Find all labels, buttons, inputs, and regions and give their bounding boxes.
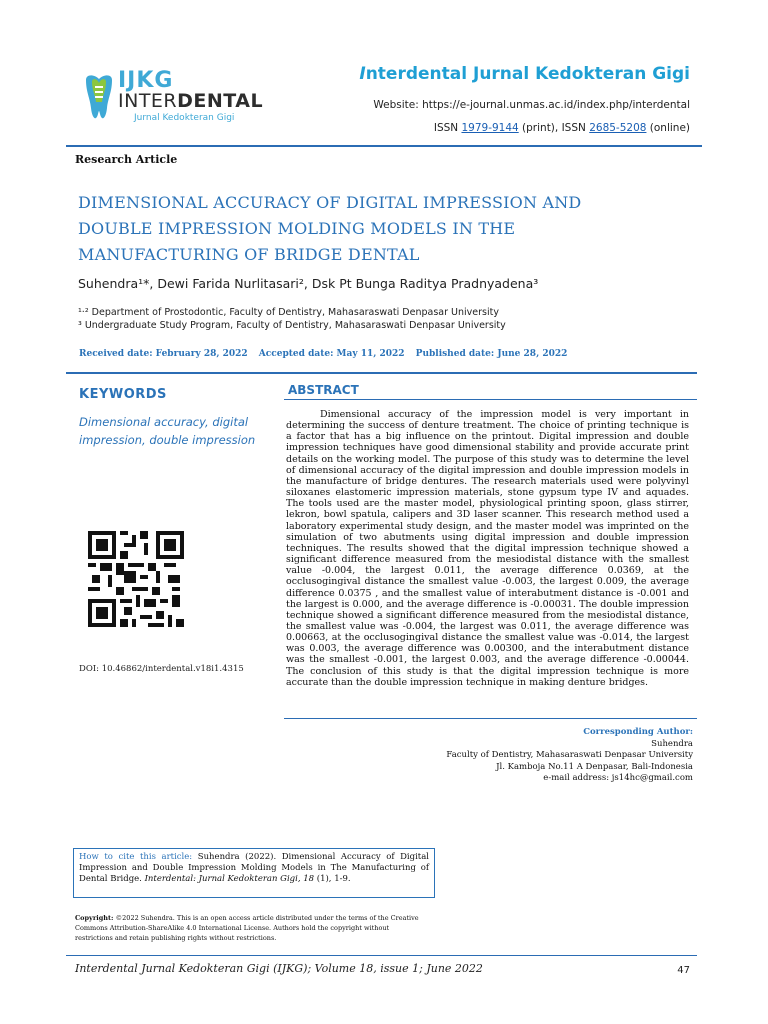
- article-authors: Suhendra¹*, Dewi Farida Nurlitasari², Dsk Pt Bunga Raditya Pradnyadena³: [78, 276, 539, 291]
- corresponding-institution: Faculty of Dentistry, Mahasaraswati Denpasar University: [446, 750, 693, 760]
- citation-box: How to cite this article: Suhendra (2022). Dimensional Accuracy of Digital Impression and Double Impression Molding Models in The Manufacturing of Dental Bridge. Interdental: Jurnal Kedokteran Gigi, 18 (1), 1-9.: [73, 848, 435, 898]
- doi[interactable]: DOI: 10.46862/interdental.v18i1.4315: [79, 664, 244, 674]
- logo-text-interdental: INTERDENTAL: [118, 90, 264, 112]
- issn-print-link[interactable]: 1979-9144: [461, 122, 519, 134]
- abstract-divider: [284, 399, 697, 400]
- journal-title: Interdental Jurnal Kedokteran Gigi: [359, 64, 690, 84]
- qr-code[interactable]: [88, 531, 184, 627]
- article-title: DIMENSIONAL ACCURACY OF DIGITAL IMPRESSION AND DOUBLE IMPRESSION MOLDING MODELS IN THE MANUFACTURING OF BRIDGE DENTAL: [78, 193, 582, 264]
- accepted-date: Accepted date: May 11, 2022: [258, 349, 405, 359]
- logo-text-ijkg: IJKG: [118, 68, 174, 93]
- article-dates: [79, 349, 575, 359]
- corresponding-author: [446, 727, 693, 785]
- published-date: Published date: June 28, 2022: [415, 349, 568, 359]
- corresponding-divider: [284, 718, 697, 719]
- tooth-logo-icon: [82, 74, 116, 124]
- copyright-notice: Copyright: ©2022 Suhendra. This is an open access article distributed under the terms of the Creative Commons Attribution-ShareAlike 4.0 International License. Authors hold the copyright without restrictions and retain publishing rights without restrictions.: [75, 914, 419, 942]
- corresponding-email[interactable]: e-mail address: js14hc@gmail.com: [543, 773, 693, 783]
- dates-divider: [66, 372, 697, 374]
- journal-issn: ISSN 1979-9144 (print), ISSN 2685-5208 (online): [433, 122, 690, 134]
- journal-logo: [82, 68, 312, 130]
- header-divider: [66, 145, 702, 147]
- corresponding-address: Jl. Kamboja No.11 A Denpasar, Bali-Indonesia: [496, 761, 693, 772]
- footer-journal: Interdental Jurnal Kedokteran Gigi (IJKG); Volume 18, issue 1; June 2022: [75, 962, 483, 975]
- affiliation-2: ³ Undergraduate Study Program, Faculty of Dentistry, Mahasaraswati Denpasar University: [78, 320, 506, 331]
- corresponding-heading: Corresponding Author:: [583, 727, 693, 737]
- keywords-text: Dimensional accuracy, digital impression, double impression: [79, 415, 256, 447]
- received-date: Received date: February 28, 2022: [79, 349, 248, 359]
- keywords-heading: KEYWORDS: [79, 387, 167, 402]
- logo-subtitle: Jurnal Kedokteran Gigi: [134, 113, 235, 123]
- corresponding-name: Suhendra: [651, 738, 693, 749]
- article-type: Research Article: [75, 153, 178, 166]
- affiliation-1: ¹·² Department of Prostodontic, Faculty of Dentistry, Mahasaraswati Denpasar University: [78, 307, 499, 318]
- issn-online-link[interactable]: 2685-5208: [589, 122, 647, 134]
- footer-divider: [66, 955, 697, 956]
- abstract-heading: ABSTRACT: [288, 383, 359, 397]
- page-number: 47: [677, 965, 690, 976]
- abstract-text: Dimensional accuracy of the impression model is very important in determining the success of denture treatment. The choice of printing technique is a factor that has a big influence on the printout. Digital impression and double impression techniques have good dimensional stability and provide accurate print details on the working model. The purpose of this study was to determine the level of dimensional accuracy of the digital impression and double impression models in the manufacture of bridge dentures. The research materials used were polyvinyl siloxanes elastomeric impression materials, stone gypsum type IV and aquades. The tools used are the master model, physiological printing spoon, glass stirrer, lekron, bowl spatula, calipers and 3D laser scanner. This research method used a laboratory experimental study design, and the master model was imprinted on the simulation of two abutments using digital impression and double impression techniques. The results showed that the digital impression technique showed a significant difference measured from the mesiodistal distance with the smallest value -0.004, the largest 0.011, the average difference 0.0369, at the occlusogingival distance the smallest value -0.003, the largest 0.009, the average difference 0.0375 , and the smallest value of interabutment distance is -0.001 and the largest is 0.000, and the average difference is -0.00031. The double impression technique showed a significant difference measured from the mesiodistal distance, the smallest value was -0.004, the largest was 0.011, the average difference was 0.00663, at the occlusogingival distance the smallest value was -0.014, the largest was 0.003, the average difference was 0.00300, and the interabutment distance was the smallest -0.001, the largest 0.003, and the average difference -0.00044. The conclusion of this study is that the digital impression technique is more accurate than the double impression technique in making denture bridges.: [286, 409, 689, 688]
- citation-label: How to cite this article:: [79, 852, 193, 862]
- journal-website[interactable]: Website: https://e-journal.unmas.ac.id/index.php/interdental: [373, 99, 690, 111]
